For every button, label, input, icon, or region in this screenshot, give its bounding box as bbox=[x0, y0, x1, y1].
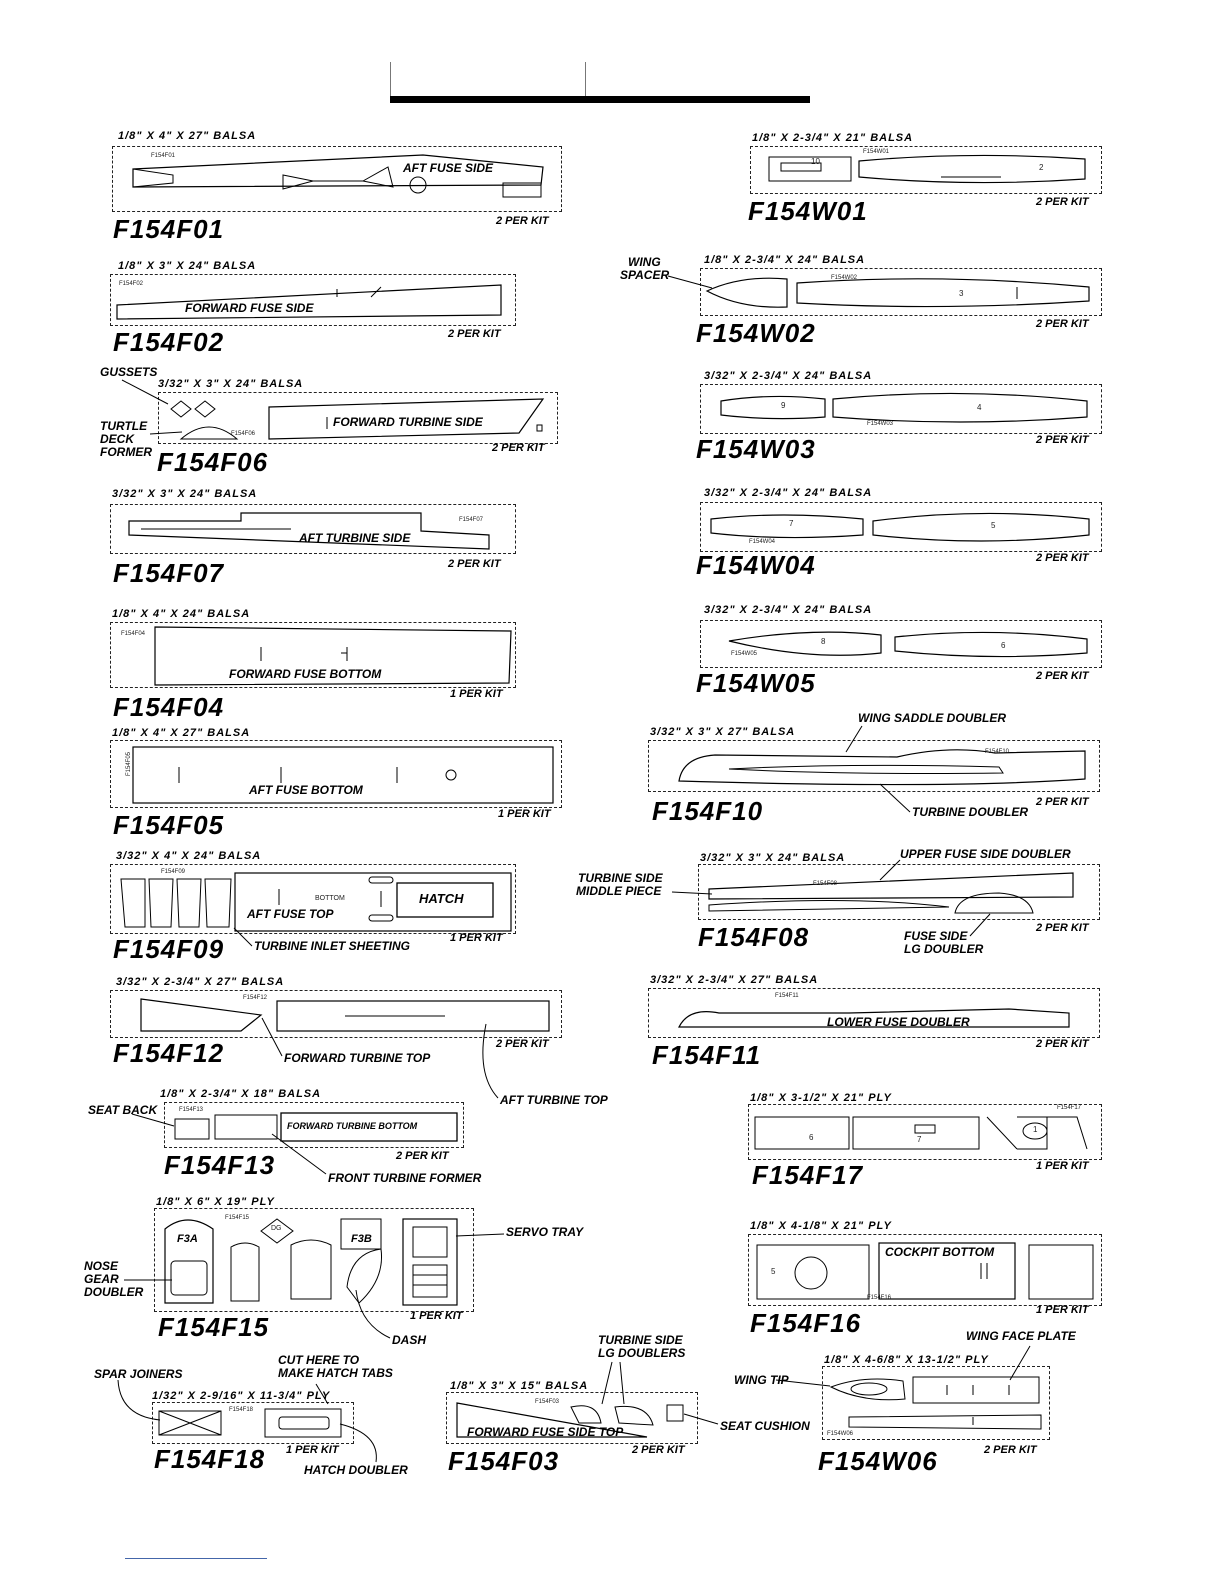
label-aft-turbine-side: AFT TURBINE SIDE bbox=[299, 531, 411, 545]
sheet-f154f08 bbox=[698, 864, 1100, 920]
label-cockpit-bottom: COCKPIT BOTTOM bbox=[885, 1245, 995, 1259]
spec-f154f10: 3/32" X 3" X 27" BALSA bbox=[650, 726, 796, 738]
stamp-f154f02: F154F02 bbox=[119, 281, 144, 287]
stamp-f154f07: F154F07 bbox=[459, 517, 484, 523]
code-f154f16: F154F16 bbox=[750, 1308, 862, 1338]
label-forward-turbine-side: FORWARD TURBINE SIDE bbox=[333, 415, 483, 429]
qty-f154f03: 2 PER KIT bbox=[632, 1444, 685, 1456]
qty-f154f16: 1 PER KIT bbox=[1036, 1304, 1089, 1316]
code-f154f09: F154F09 bbox=[113, 934, 225, 964]
spec-f154w01: 1/8" X 2-3/4" X 21" BALSA bbox=[752, 132, 914, 144]
spec-f154f05: 1/8" X 4" X 27" BALSA bbox=[112, 727, 251, 739]
qty-f154f09: 1 PER KIT bbox=[450, 932, 503, 944]
stamp-f154w04: F154W04 bbox=[749, 539, 776, 545]
qty-f154f15: 1 PER KIT bbox=[410, 1310, 463, 1322]
rib-number-7b: 7 bbox=[917, 1135, 922, 1144]
code-f154f13: F154F13 bbox=[164, 1150, 276, 1180]
sheet-f154w04 bbox=[700, 502, 1102, 552]
footer-underline bbox=[125, 1558, 267, 1559]
spec-f154f08: 3/32" X 3" X 24" BALSA bbox=[700, 852, 846, 864]
code-f154w04: F154W04 bbox=[696, 550, 816, 580]
spec-f154f13: 1/8" X 2-3/4" X 18" BALSA bbox=[160, 1088, 322, 1100]
callout-doubler: DOUBLER bbox=[84, 1285, 144, 1299]
callout-turtle: TURTLE bbox=[100, 419, 148, 433]
qty-f154f05: 1 PER KIT bbox=[498, 808, 551, 820]
callout-turbine-side-lg: TURBINE SIDE bbox=[598, 1333, 683, 1347]
callout-lg-doubler: LG DOUBLER bbox=[904, 942, 984, 956]
label-forward-fuse-bottom: FORWARD FUSE BOTTOM bbox=[229, 667, 382, 681]
stamp-f154f01: F154F01 bbox=[151, 153, 176, 159]
qty-f154w04: 2 PER KIT bbox=[1036, 552, 1089, 564]
qty-f154f13: 2 PER KIT bbox=[396, 1150, 449, 1162]
qty-f154f01: 2 PER KIT bbox=[496, 215, 549, 227]
stamp-f154f05: F154F05 bbox=[126, 751, 133, 777]
code-f154f11: F154F11 bbox=[652, 1040, 762, 1070]
rib-number-5b: 5 bbox=[771, 1267, 776, 1276]
rib-number-3: 3 bbox=[959, 289, 964, 298]
callout-aft-turbine-top: AFT TURBINE TOP bbox=[500, 1093, 608, 1107]
callout-wing-tip: WING TIP bbox=[734, 1373, 789, 1387]
callout-wing-face-plate: WING FACE PLATE bbox=[966, 1329, 1076, 1343]
stamp-f154w02: F154W02 bbox=[831, 275, 858, 281]
qty-f154w06: 2 PER KIT bbox=[984, 1444, 1037, 1456]
spec-f154f15: 1/8" X 6" X 19" PLY bbox=[156, 1196, 275, 1208]
parts-f154w01 bbox=[751, 147, 1101, 193]
spec-f154w04: 3/32" X 2-3/4" X 24" BALSA bbox=[704, 487, 873, 499]
qty-f154w01: 2 PER KIT bbox=[1036, 196, 1089, 208]
qty-f154f18: 1 PER KIT bbox=[286, 1444, 339, 1456]
sheet-f154f13 bbox=[164, 1102, 464, 1148]
sheet-f154f04 bbox=[110, 622, 516, 688]
code-f154w06: F154W06 bbox=[818, 1446, 938, 1476]
label-forward-fuse-side: FORWARD FUSE SIDE bbox=[185, 301, 314, 315]
callout-make-hatch-tabs: MAKE HATCH TABS bbox=[278, 1366, 393, 1380]
parts-f154f02 bbox=[111, 275, 515, 325]
spec-f154w06: 1/8" X 4-6/8" X 13-1/2" PLY bbox=[824, 1354, 989, 1366]
sheet-f154w01 bbox=[750, 146, 1102, 194]
label-aft-fuse-top: AFT FUSE TOP bbox=[247, 907, 334, 921]
rib-number-2: 2 bbox=[1039, 163, 1044, 172]
parts-f154f12 bbox=[111, 991, 561, 1037]
sheet-f154f12 bbox=[110, 990, 562, 1038]
rib-number-8: 8 bbox=[821, 637, 826, 646]
spec-f154f11: 3/32" X 2-3/4" X 27" BALSA bbox=[650, 974, 819, 986]
sheet-f154f01 bbox=[112, 146, 562, 212]
label-lower-fuse-doubler: LOWER FUSE DOUBLER bbox=[827, 1015, 970, 1029]
code-f154w02: F154W02 bbox=[696, 318, 816, 348]
sheet-f154f17 bbox=[748, 1104, 1102, 1160]
sheet-f154w02 bbox=[700, 268, 1102, 316]
callout-turbine-inlet-sheeting: TURBINE INLET SHEETING bbox=[254, 939, 411, 953]
qty-f154f04: 1 PER KIT bbox=[450, 688, 503, 700]
spec-f154w02: 1/8" X 2-3/4" X 24" BALSA bbox=[704, 254, 866, 266]
stamp-f154f10: F154F10 bbox=[985, 749, 1010, 755]
code-f154w03: F154W03 bbox=[696, 434, 816, 464]
label-f3b: F3B bbox=[351, 1233, 372, 1245]
label-forward-fuse-side-top: FORWARD FUSE SIDE TOP bbox=[467, 1425, 624, 1439]
code-f154f01: F154F01 bbox=[113, 214, 225, 244]
sheet-f154f18 bbox=[152, 1402, 354, 1444]
callout-wing: WING bbox=[628, 255, 661, 269]
stamp-f154f18: F154F18 bbox=[229, 1407, 254, 1413]
code-f154f18: F154F18 bbox=[154, 1444, 266, 1474]
sheet-f154f02 bbox=[110, 274, 516, 326]
sheet-f154f15 bbox=[154, 1208, 474, 1312]
spec-f154f03: 1/8" X 3" X 15" BALSA bbox=[450, 1380, 589, 1392]
qty-f154f12: 2 PER KIT bbox=[496, 1038, 549, 1050]
stamp-f154w05: F154W05 bbox=[731, 651, 758, 657]
label-dg: DG bbox=[271, 1225, 282, 1232]
callout-spacer: SPACER bbox=[620, 268, 670, 282]
label-aft-fuse-bottom: AFT FUSE BOTTOM bbox=[249, 783, 363, 797]
stamp-f154f03: F154F03 bbox=[535, 1399, 560, 1405]
stamp-f154w06: F154W06 bbox=[827, 1431, 854, 1437]
qty-f154f06: 2 PER KIT bbox=[492, 442, 545, 454]
rib-number-1: 1 bbox=[1033, 1125, 1038, 1134]
qty-f154f17: 1 PER KIT bbox=[1036, 1160, 1089, 1172]
code-f154w01: F154W01 bbox=[748, 196, 868, 226]
callout-turbine-side: TURBINE SIDE bbox=[578, 871, 663, 885]
qty-f154w05: 2 PER KIT bbox=[1036, 670, 1089, 682]
title-bar bbox=[390, 96, 810, 103]
callout-deck: DECK bbox=[100, 432, 135, 446]
parts-f154f08 bbox=[699, 865, 1099, 919]
rib-number-6b: 6 bbox=[809, 1133, 814, 1142]
parts-f154f05 bbox=[111, 741, 561, 807]
parts-f154f11 bbox=[649, 989, 1099, 1037]
code-f154f02: F154F02 bbox=[113, 327, 225, 357]
stamp-f154f09: F154F09 bbox=[161, 869, 186, 875]
sheet-f154f11 bbox=[648, 988, 1100, 1038]
callout-seat-cushion: SEAT CUSHION bbox=[720, 1419, 810, 1433]
qty-f154f07: 2 PER KIT bbox=[448, 558, 501, 570]
label-forward-turbine-bottom: FORWARD TURBINE BOTTOM bbox=[287, 1121, 418, 1131]
qty-f154w03: 2 PER KIT bbox=[1036, 434, 1089, 446]
parts-f154f07 bbox=[111, 505, 515, 553]
label-hatch: HATCH bbox=[419, 891, 464, 906]
spec-f154f07: 3/32" X 3" X 24" BALSA bbox=[112, 488, 258, 500]
spec-f154f16: 1/8" X 4-1/8" X 21" PLY bbox=[750, 1220, 892, 1232]
stamp-f154w01: F154W01 bbox=[863, 149, 890, 155]
spec-f154f06: 3/32" X 3" X 24" BALSA bbox=[158, 378, 304, 390]
callout-lg-doublers: LG DOUBLERS bbox=[598, 1346, 686, 1360]
code-f154f07: F154F07 bbox=[113, 558, 225, 588]
spec-f154f09: 3/32" X 4" X 24" BALSA bbox=[116, 850, 262, 862]
callout-hatch-doubler: HATCH DOUBLER bbox=[304, 1463, 408, 1477]
spec-f154w05: 3/32" X 2-3/4" X 24" BALSA bbox=[704, 604, 873, 616]
code-f154f08: F154F08 bbox=[698, 922, 810, 952]
sheet-f154w03 bbox=[700, 384, 1102, 434]
stamp-f154f06: F154F06 bbox=[231, 431, 256, 437]
parts-f154f01 bbox=[113, 147, 561, 211]
qty-f154f10: 2 PER KIT bbox=[1036, 796, 1089, 808]
spec-f154f12: 3/32" X 2-3/4" X 27" BALSA bbox=[116, 976, 285, 988]
spec-f154w03: 3/32" X 2-3/4" X 24" BALSA bbox=[704, 370, 873, 382]
parts-f154w03 bbox=[701, 385, 1101, 433]
stamp-f154f04: F154F04 bbox=[121, 631, 146, 637]
sheet-f154f05 bbox=[110, 740, 562, 808]
rib-number-10: 10 bbox=[811, 157, 820, 166]
label-f3a: F3A bbox=[177, 1233, 198, 1245]
callout-servo-tray: SERVO TRAY bbox=[506, 1225, 584, 1239]
rib-number-9: 9 bbox=[781, 401, 786, 410]
code-f154f06: F154F06 bbox=[157, 447, 269, 477]
sheet-f154f07 bbox=[110, 504, 516, 554]
callout-forward-turbine-top: FORWARD TURBINE TOP bbox=[284, 1051, 431, 1065]
callout-turbine-doubler: TURBINE DOUBLER bbox=[912, 805, 1028, 819]
callout-gear: GEAR bbox=[84, 1272, 119, 1286]
qty-f154f02: 2 PER KIT bbox=[448, 328, 501, 340]
stamp-f154f15: F154F15 bbox=[225, 1215, 250, 1221]
sheet-f154w06 bbox=[822, 1366, 1050, 1440]
rib-number-7: 7 bbox=[789, 519, 794, 528]
sheet-f154f09 bbox=[110, 864, 516, 934]
label-bottom: BOTTOM bbox=[315, 895, 345, 902]
sheet-f154f16 bbox=[748, 1234, 1102, 1306]
rib-number-6: 6 bbox=[1001, 641, 1006, 650]
callout-nose: NOSE bbox=[84, 1259, 119, 1273]
code-f154f03: F154F03 bbox=[448, 1446, 560, 1476]
stamp-f154f12: F154F12 bbox=[243, 995, 268, 1001]
spec-f154f17: 1/8" X 3-1/2" X 21" PLY bbox=[750, 1092, 892, 1104]
qty-f154f08: 2 PER KIT bbox=[1036, 922, 1089, 934]
stamp-f154f08: F154F08 bbox=[813, 881, 838, 887]
sheet-f154f03 bbox=[446, 1392, 698, 1444]
rib-number-5: 5 bbox=[991, 521, 996, 530]
label-aft-fuse-side: AFT FUSE SIDE bbox=[403, 161, 494, 175]
parts-f154w06 bbox=[823, 1367, 1049, 1439]
parts-f154f15 bbox=[155, 1209, 473, 1311]
callout-former: FORMER bbox=[100, 445, 152, 459]
callout-gussets: GUSSETS bbox=[100, 365, 158, 379]
code-f154f05: F154F05 bbox=[113, 810, 225, 840]
spec-f154f18: 1/32" X 2-9/16" X 11-3/4" PLY bbox=[152, 1390, 331, 1402]
parts-f154w05 bbox=[701, 621, 1101, 667]
code-f154f17: F154F17 bbox=[752, 1160, 864, 1190]
sheet-f154f06 bbox=[158, 392, 558, 444]
spec-f154f02: 1/8" X 3" X 24" BALSA bbox=[118, 260, 257, 272]
callout-spar-joiners: SPAR JOINERS bbox=[94, 1367, 183, 1381]
rib-number-4: 4 bbox=[977, 403, 982, 412]
parts-f154w02 bbox=[701, 269, 1101, 315]
sheet-f154f10 bbox=[648, 740, 1100, 792]
stamp-f154w03: F154W03 bbox=[867, 421, 894, 427]
code-f154f04: F154F04 bbox=[113, 692, 225, 722]
stamp-f154f16: F154F16 bbox=[867, 1295, 892, 1301]
title-box bbox=[390, 62, 586, 96]
callout-seat-back: SEAT BACK bbox=[88, 1103, 158, 1117]
callout-front-turbine-former: FRONT TURBINE FORMER bbox=[328, 1171, 482, 1185]
callout-wing-saddle-doubler: WING SADDLE DOUBLER bbox=[858, 711, 1006, 725]
code-f154f15: F154F15 bbox=[158, 1312, 270, 1342]
parts-f154f17 bbox=[749, 1105, 1101, 1159]
code-f154f10: F154F10 bbox=[652, 796, 764, 826]
callout-fuse-side: FUSE SIDE bbox=[904, 929, 968, 943]
stamp-f154f11: F154F11 bbox=[775, 993, 799, 999]
callout-cut-here-to: CUT HERE TO bbox=[278, 1353, 360, 1367]
spec-f154f01: 1/8" X 4" X 27" BALSA bbox=[118, 130, 257, 142]
code-f154w05: F154W05 bbox=[696, 668, 816, 698]
stamp-f154f13: F154F13 bbox=[179, 1107, 204, 1113]
qty-f154f11: 2 PER KIT bbox=[1036, 1038, 1089, 1050]
qty-f154w02: 2 PER KIT bbox=[1036, 318, 1089, 330]
code-f154f12: F154F12 bbox=[113, 1038, 225, 1068]
callout-upper-fuse-side-doubler: UPPER FUSE SIDE DOUBLER bbox=[900, 847, 1071, 861]
callout-middle-piece: MIDDLE PIECE bbox=[576, 884, 662, 898]
parts-f154f10 bbox=[649, 741, 1099, 791]
stamp-f154f17: F154F17 bbox=[1057, 1105, 1082, 1111]
callout-dash: DASH bbox=[392, 1333, 427, 1347]
spec-f154f04: 1/8" X 4" X 24" BALSA bbox=[112, 608, 251, 620]
sheet-f154w05 bbox=[700, 620, 1102, 668]
